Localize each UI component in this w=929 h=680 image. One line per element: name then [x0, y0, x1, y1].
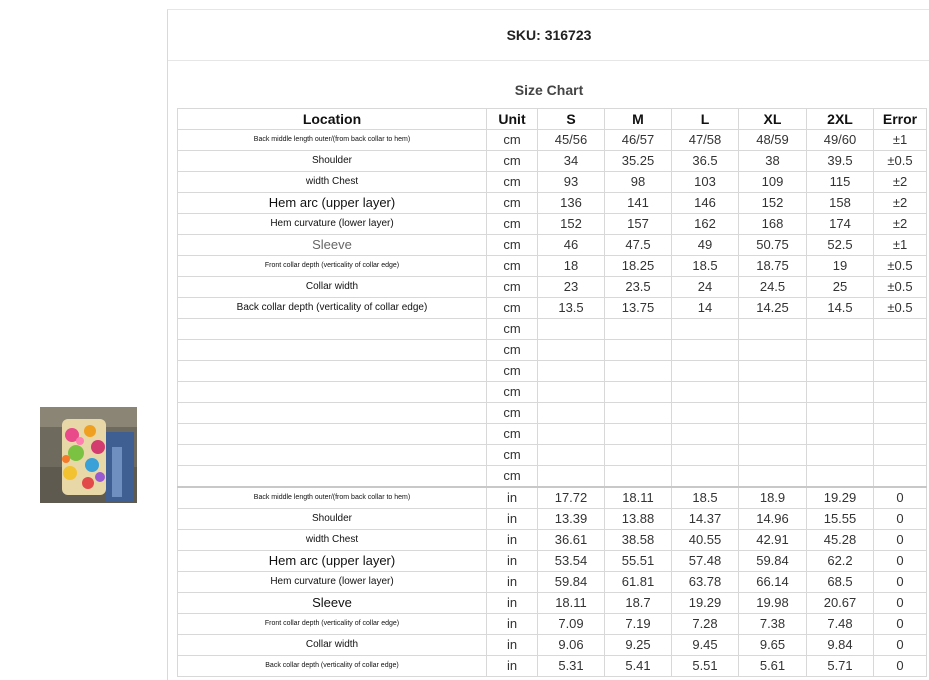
measurement-cell: 23.5 — [605, 277, 672, 298]
measurement-cell: 14.37 — [672, 509, 739, 530]
measurement-cell — [672, 382, 739, 403]
location-cell: Hem curvature (lower layer) — [178, 214, 487, 235]
unit-cell: cm — [487, 361, 538, 382]
measurement-cell: 152 — [538, 214, 605, 235]
location-cell: Front collar depth (verticality of collar edge) — [178, 256, 487, 277]
measurement-cell — [538, 340, 605, 361]
measurement-cell — [672, 403, 739, 424]
measurement-cell: 55.51 — [605, 551, 672, 572]
measurement-cell: 46 — [538, 235, 605, 256]
table-row — [178, 130, 927, 151]
table-row — [178, 509, 927, 530]
measurement-cell: 38.58 — [605, 530, 672, 551]
size-table — [177, 108, 927, 677]
measurement-cell: 174 — [807, 214, 874, 235]
measurement-cell — [538, 445, 605, 466]
error-cell: 0 — [874, 614, 927, 635]
measurement-cell: 136 — [538, 193, 605, 214]
measurement-cell — [739, 361, 807, 382]
table-row — [178, 172, 927, 193]
measurement-cell: 19.98 — [739, 593, 807, 614]
measurement-cell: 34 — [538, 151, 605, 172]
measurement-cell: 109 — [739, 172, 807, 193]
error-cell: 0 — [874, 551, 927, 572]
measurement-cell: 35.25 — [605, 151, 672, 172]
error-cell — [874, 445, 927, 466]
measurement-cell — [538, 424, 605, 445]
error-cell: 0 — [874, 656, 927, 677]
error-cell — [874, 382, 927, 403]
measurement-cell: 63.78 — [672, 572, 739, 593]
measurement-cell: 93 — [538, 172, 605, 193]
table-row — [178, 235, 927, 256]
header-size-xl: XL — [739, 109, 807, 130]
measurement-cell: 13.5 — [538, 298, 605, 319]
measurement-cell — [605, 319, 672, 340]
unit-cell: cm — [487, 172, 538, 193]
location-cell: Hem curvature (lower layer) — [178, 572, 487, 593]
unit-cell: cm — [487, 424, 538, 445]
measurement-cell: 5.51 — [672, 656, 739, 677]
table-row — [178, 572, 927, 593]
measurement-cell — [739, 340, 807, 361]
measurement-cell — [538, 382, 605, 403]
location-cell: Collar width — [178, 635, 487, 656]
measurement-cell: 157 — [605, 214, 672, 235]
location-cell: Hem arc (upper layer) — [178, 551, 487, 572]
unit-cell: cm — [487, 340, 538, 361]
measurement-cell: 61.81 — [605, 572, 672, 593]
unit-cell: in — [487, 530, 538, 551]
table-row — [178, 656, 927, 677]
measurement-cell: 7.38 — [739, 614, 807, 635]
table-row — [178, 319, 927, 340]
location-cell: Back collar depth (verticality of collar edge) — [178, 298, 487, 319]
location-cell: Hem arc (upper layer) — [178, 193, 487, 214]
measurement-cell: 20.67 — [807, 593, 874, 614]
location-cell — [178, 361, 487, 382]
measurement-cell: 103 — [672, 172, 739, 193]
measurement-cell — [605, 403, 672, 424]
table-row — [178, 530, 927, 551]
unit-cell: in — [487, 551, 538, 572]
measurement-cell — [605, 361, 672, 382]
measurement-cell — [672, 361, 739, 382]
unit-cell: cm — [487, 445, 538, 466]
measurement-cell: 47/58 — [672, 130, 739, 151]
measurement-cell: 66.14 — [739, 572, 807, 593]
table-row — [178, 403, 927, 424]
measurement-cell — [807, 466, 874, 488]
measurement-cell — [807, 319, 874, 340]
error-cell: ±1 — [874, 235, 927, 256]
header-location: Location — [178, 109, 487, 130]
table-row — [178, 277, 927, 298]
error-cell: ±0.5 — [874, 298, 927, 319]
location-cell — [178, 340, 487, 361]
measurement-cell: 25 — [807, 277, 874, 298]
measurement-cell: 14 — [672, 298, 739, 319]
error-cell: 0 — [874, 635, 927, 656]
location-cell: width Chest — [178, 530, 487, 551]
location-cell: Back collar depth (verticality of collar edge) — [178, 656, 487, 677]
location-cell — [178, 466, 487, 488]
table-row — [178, 551, 927, 572]
measurement-cell — [538, 466, 605, 488]
measurement-cell: 36.5 — [672, 151, 739, 172]
unit-cell: cm — [487, 130, 538, 151]
error-cell: ±2 — [874, 172, 927, 193]
location-cell: Sleeve — [178, 235, 487, 256]
table-row — [178, 151, 927, 172]
table-row — [178, 214, 927, 235]
location-cell — [178, 445, 487, 466]
measurement-cell: 14.25 — [739, 298, 807, 319]
unit-cell: in — [487, 509, 538, 530]
location-cell — [178, 403, 487, 424]
error-cell: ±0.5 — [874, 151, 927, 172]
unit-cell: cm — [487, 466, 538, 488]
measurement-cell: 115 — [807, 172, 874, 193]
measurement-cell: 49 — [672, 235, 739, 256]
measurement-cell: 162 — [672, 214, 739, 235]
measurement-cell — [739, 445, 807, 466]
location-cell: Front collar depth (verticality of collar edge) — [178, 614, 487, 635]
header-size-l: L — [672, 109, 739, 130]
measurement-cell: 5.41 — [605, 656, 672, 677]
unit-cell: cm — [487, 235, 538, 256]
measurement-cell: 13.88 — [605, 509, 672, 530]
measurement-cell — [672, 424, 739, 445]
unit-cell: cm — [487, 403, 538, 424]
table-row — [178, 340, 927, 361]
measurement-cell — [739, 466, 807, 488]
unit-cell: cm — [487, 214, 538, 235]
measurement-cell: 59.84 — [739, 551, 807, 572]
measurement-cell: 98 — [605, 172, 672, 193]
table-row — [178, 256, 927, 277]
table-row — [178, 487, 927, 509]
measurement-cell: 5.31 — [538, 656, 605, 677]
location-cell — [178, 319, 487, 340]
measurement-cell: 57.48 — [672, 551, 739, 572]
error-cell: ±0.5 — [874, 277, 927, 298]
measurement-cell: 14.5 — [807, 298, 874, 319]
header-error: Error — [874, 109, 927, 130]
measurement-cell: 68.5 — [807, 572, 874, 593]
error-cell: ±0.5 — [874, 256, 927, 277]
header-size-2xl: 2XL — [807, 109, 874, 130]
measurement-cell: 9.06 — [538, 635, 605, 656]
error-cell — [874, 361, 927, 382]
unit-cell: in — [487, 593, 538, 614]
measurement-cell: 19.29 — [672, 593, 739, 614]
measurement-cell — [538, 403, 605, 424]
table-row — [178, 382, 927, 403]
measurement-cell — [739, 382, 807, 403]
measurement-cell — [538, 361, 605, 382]
measurement-cell: 50.75 — [739, 235, 807, 256]
sku-label: SKU: 316723 — [168, 10, 929, 61]
location-cell: Back middle length outer/(from back collar to hem) — [178, 130, 487, 151]
header-size-s: S — [538, 109, 605, 130]
table-row — [178, 466, 927, 488]
measurement-cell: 18.75 — [739, 256, 807, 277]
measurement-cell: 47.5 — [605, 235, 672, 256]
error-cell — [874, 319, 927, 340]
measurement-cell: 19.29 — [807, 487, 874, 509]
measurement-cell: 17.72 — [538, 487, 605, 509]
measurement-cell: 141 — [605, 193, 672, 214]
location-cell: Shoulder — [178, 509, 487, 530]
measurement-cell — [672, 466, 739, 488]
measurement-cell — [739, 424, 807, 445]
measurement-cell: 53.54 — [538, 551, 605, 572]
measurement-cell: 42.91 — [739, 530, 807, 551]
measurement-cell: 19 — [807, 256, 874, 277]
measurement-cell — [605, 340, 672, 361]
table-row — [178, 193, 927, 214]
error-cell: 0 — [874, 509, 927, 530]
measurement-cell — [672, 319, 739, 340]
measurement-cell — [807, 382, 874, 403]
error-cell: ±2 — [874, 193, 927, 214]
header-size-m: M — [605, 109, 672, 130]
location-cell — [178, 424, 487, 445]
unit-cell: cm — [487, 319, 538, 340]
measurement-cell: 18 — [538, 256, 605, 277]
measurement-cell — [807, 340, 874, 361]
measurement-cell: 158 — [807, 193, 874, 214]
measurement-cell: 18.25 — [605, 256, 672, 277]
measurement-cell — [672, 445, 739, 466]
unit-cell: cm — [487, 193, 538, 214]
measurement-cell — [807, 424, 874, 445]
product-thumbnail[interactable] — [40, 407, 137, 503]
unit-cell: cm — [487, 277, 538, 298]
table-row — [178, 424, 927, 445]
measurement-cell — [538, 319, 605, 340]
unit-cell: cm — [487, 382, 538, 403]
measurement-cell: 7.28 — [672, 614, 739, 635]
measurement-cell: 23 — [538, 277, 605, 298]
measurement-cell: 46/57 — [605, 130, 672, 151]
measurement-cell: 38 — [739, 151, 807, 172]
measurement-cell: 18.9 — [739, 487, 807, 509]
table-row — [178, 445, 927, 466]
error-cell: 0 — [874, 572, 927, 593]
measurement-cell: 59.84 — [538, 572, 605, 593]
measurement-cell — [807, 445, 874, 466]
header-unit: Unit — [487, 109, 538, 130]
location-cell: width Chest — [178, 172, 487, 193]
measurement-cell: 5.61 — [739, 656, 807, 677]
measurement-cell: 18.11 — [605, 487, 672, 509]
measurement-cell — [672, 340, 739, 361]
measurement-cell: 24 — [672, 277, 739, 298]
table-row — [178, 361, 927, 382]
measurement-cell: 39.5 — [807, 151, 874, 172]
measurement-cell: 45/56 — [538, 130, 605, 151]
measurement-cell: 18.5 — [672, 487, 739, 509]
error-cell — [874, 340, 927, 361]
measurement-cell — [739, 319, 807, 340]
measurement-cell — [605, 382, 672, 403]
measurement-cell: 52.5 — [807, 235, 874, 256]
measurement-cell: 9.84 — [807, 635, 874, 656]
measurement-cell: 18.5 — [672, 256, 739, 277]
unit-cell: in — [487, 656, 538, 677]
location-cell: Sleeve — [178, 593, 487, 614]
error-cell: ±2 — [874, 214, 927, 235]
measurement-cell: 48/59 — [739, 130, 807, 151]
location-cell: Shoulder — [178, 151, 487, 172]
measurement-cell: 13.75 — [605, 298, 672, 319]
unit-cell: in — [487, 487, 538, 509]
error-cell: 0 — [874, 530, 927, 551]
measurement-cell: 45.28 — [807, 530, 874, 551]
measurement-cell: 14.96 — [739, 509, 807, 530]
location-cell: Back middle length outer/(from back collar to hem) — [178, 487, 487, 509]
error-cell — [874, 466, 927, 488]
measurement-cell: 168 — [739, 214, 807, 235]
error-cell — [874, 403, 927, 424]
error-cell: ±1 — [874, 130, 927, 151]
measurement-cell — [739, 403, 807, 424]
measurement-cell: 18.7 — [605, 593, 672, 614]
unit-cell: cm — [487, 151, 538, 172]
measurement-cell: 5.71 — [807, 656, 874, 677]
error-cell — [874, 424, 927, 445]
table-row — [178, 593, 927, 614]
unit-cell: in — [487, 614, 538, 635]
table-header-row — [178, 109, 927, 130]
table-row — [178, 298, 927, 319]
unit-cell: cm — [487, 256, 538, 277]
floral-top-image — [40, 407, 137, 503]
measurement-cell: 49/60 — [807, 130, 874, 151]
size-chart-sheet — [167, 9, 929, 680]
size-chart-title: Size Chart — [514, 82, 584, 98]
error-cell: 0 — [874, 593, 927, 614]
measurement-cell — [807, 403, 874, 424]
measurement-cell: 40.55 — [672, 530, 739, 551]
measurement-cell: 62.2 — [807, 551, 874, 572]
measurement-cell: 146 — [672, 193, 739, 214]
measurement-cell: 18.11 — [538, 593, 605, 614]
measurement-cell: 7.19 — [605, 614, 672, 635]
measurement-cell: 7.09 — [538, 614, 605, 635]
error-cell: 0 — [874, 487, 927, 509]
unit-cell: in — [487, 572, 538, 593]
measurement-cell — [605, 445, 672, 466]
unit-cell: cm — [487, 298, 538, 319]
table-row — [178, 635, 927, 656]
location-cell: Collar width — [178, 277, 487, 298]
unit-cell: in — [487, 635, 538, 656]
measurement-cell — [605, 466, 672, 488]
measurement-cell: 9.65 — [739, 635, 807, 656]
measurement-cell: 9.45 — [672, 635, 739, 656]
measurement-cell: 13.39 — [538, 509, 605, 530]
measurement-cell: 15.55 — [807, 509, 874, 530]
measurement-cell — [807, 361, 874, 382]
measurement-cell: 9.25 — [605, 635, 672, 656]
measurement-cell: 36.61 — [538, 530, 605, 551]
location-cell — [178, 382, 487, 403]
measurement-cell: 24.5 — [739, 277, 807, 298]
measurement-cell — [605, 424, 672, 445]
measurement-cell: 152 — [739, 193, 807, 214]
measurement-cell: 7.48 — [807, 614, 874, 635]
table-row — [178, 614, 927, 635]
